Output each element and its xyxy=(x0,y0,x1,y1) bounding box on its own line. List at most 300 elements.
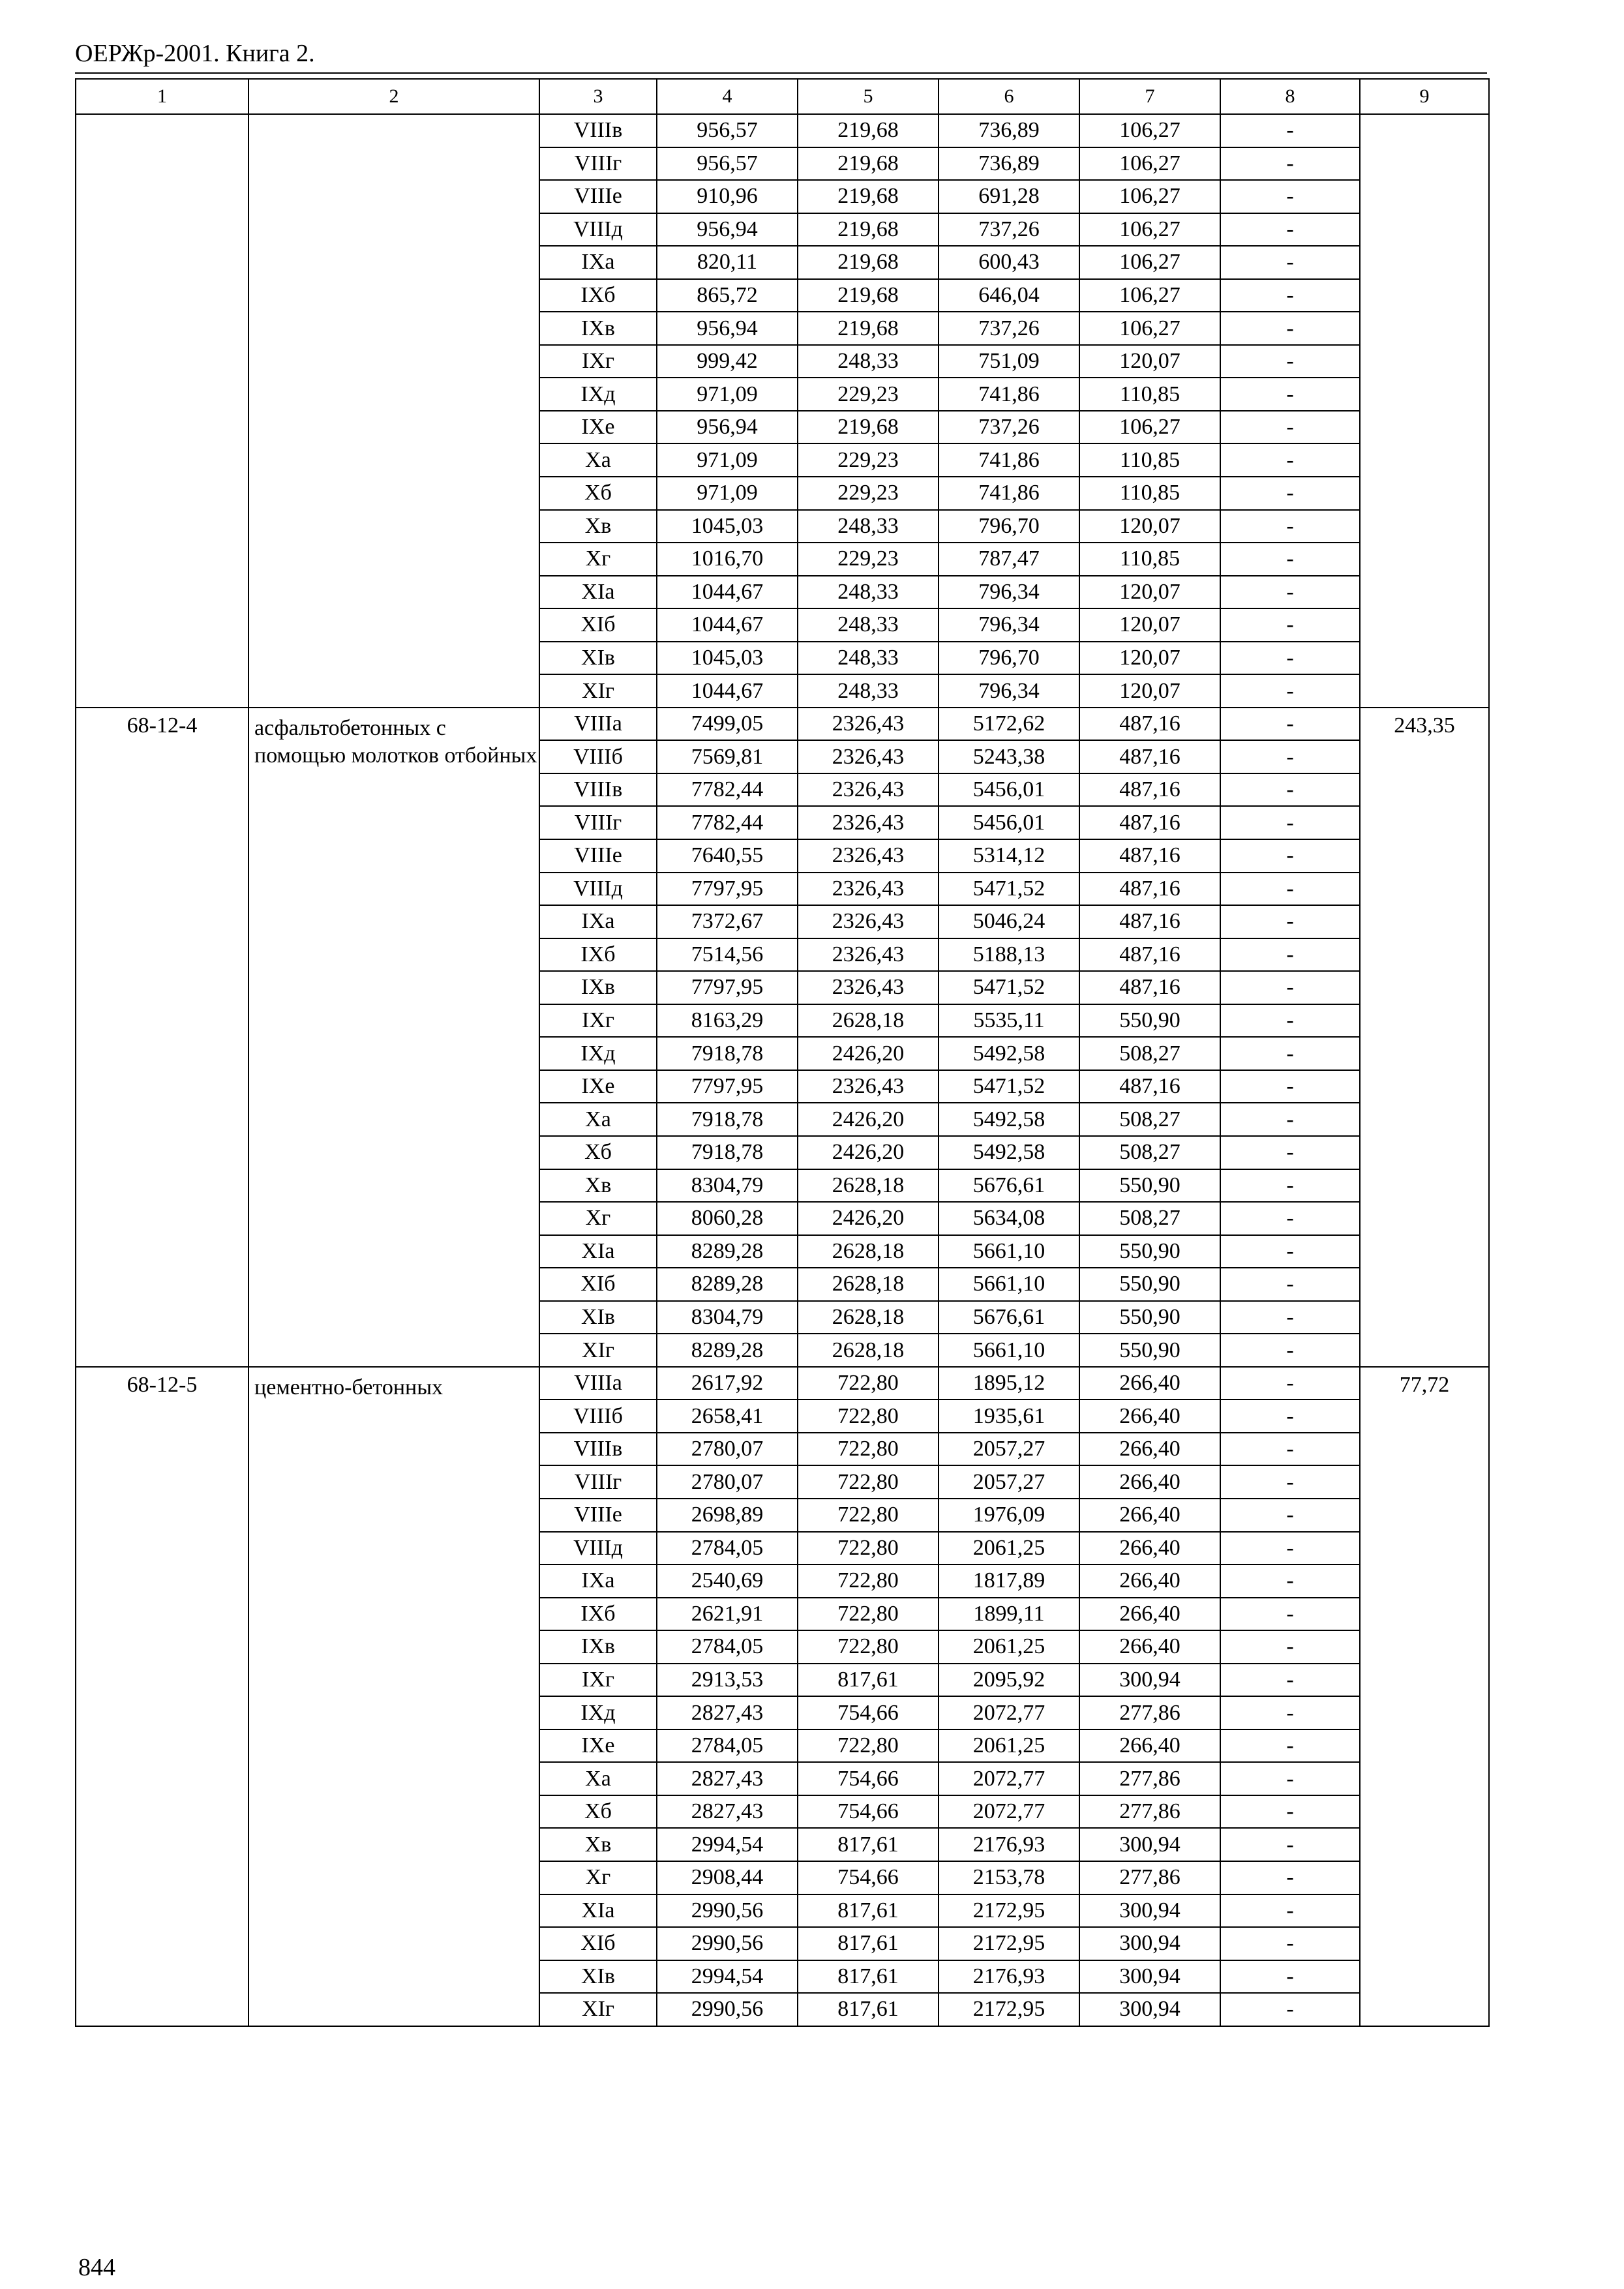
materials-cell: - xyxy=(1220,642,1360,675)
zone-cell: XIб xyxy=(539,1927,657,1960)
labor-cost-cell: 219,68 xyxy=(798,114,939,147)
column-number: 1 xyxy=(76,79,248,114)
labor-cost-cell: 2326,43 xyxy=(798,740,939,773)
machine-cost-cell: 2172,95 xyxy=(939,1894,1079,1928)
operator-wage-cell: 266,40 xyxy=(1079,1532,1220,1565)
operator-wage-cell: 550,90 xyxy=(1079,1268,1220,1301)
machine-cost-cell: 741,86 xyxy=(939,443,1079,477)
operator-wage-cell: 266,40 xyxy=(1079,1367,1220,1400)
machine-cost-cell: 5676,61 xyxy=(939,1169,1079,1203)
total-cost-cell: 1045,03 xyxy=(657,642,798,675)
labor-cost-cell: 2628,18 xyxy=(798,1268,939,1301)
operator-wage-cell: 266,40 xyxy=(1079,1465,1220,1499)
materials-cell: - xyxy=(1220,839,1360,873)
materials-cell: - xyxy=(1220,1235,1360,1268)
labor-cost-cell: 722,80 xyxy=(798,1367,939,1400)
zone-cell: XIа xyxy=(539,576,657,609)
zone-cell: IXб xyxy=(539,279,657,312)
materials-cell: - xyxy=(1220,1960,1360,1994)
labor-cost-cell: 2426,20 xyxy=(798,1037,939,1070)
labor-cost-cell: 248,33 xyxy=(798,674,939,708)
materials-cell: - xyxy=(1220,1729,1360,1763)
machine-cost-cell: 787,47 xyxy=(939,543,1079,576)
total-cost-cell: 1045,03 xyxy=(657,510,798,543)
zone-cell: VIIIв xyxy=(539,114,657,147)
labor-cost-cell: 754,66 xyxy=(798,1861,939,1894)
labor-cost-cell: 817,61 xyxy=(798,1927,939,1960)
operator-wage-cell: 120,07 xyxy=(1079,576,1220,609)
labor-cost-cell: 722,80 xyxy=(798,1630,939,1664)
zone-cell: Xб xyxy=(539,477,657,510)
zone-cell: Xв xyxy=(539,1169,657,1203)
operator-wage-cell: 110,85 xyxy=(1079,443,1220,477)
zone-cell: IXа xyxy=(539,1564,657,1598)
operator-wage-cell: 277,86 xyxy=(1079,1795,1220,1829)
labor-cost-cell: 2326,43 xyxy=(798,806,939,839)
total-cost-cell: 2658,41 xyxy=(657,1399,798,1433)
labor-cost-cell: 722,80 xyxy=(798,1465,939,1499)
labor-cost-cell: 754,66 xyxy=(798,1795,939,1829)
total-cost-cell: 2617,92 xyxy=(657,1367,798,1400)
machine-cost-cell: 2057,27 xyxy=(939,1433,1079,1466)
zone-cell: IXе xyxy=(539,1070,657,1103)
total-cost-cell: 1044,67 xyxy=(657,608,798,642)
machine-cost-cell: 736,89 xyxy=(939,114,1079,147)
zone-cell: VIIIд xyxy=(539,213,657,247)
work-name: цементно-бетонных xyxy=(248,1367,539,2026)
zone-cell: Xг xyxy=(539,1202,657,1235)
labor-cost-cell: 2426,20 xyxy=(798,1202,939,1235)
zone-cell: Xа xyxy=(539,1103,657,1136)
total-cost-cell: 971,09 xyxy=(657,443,798,477)
labor-cost-cell: 817,61 xyxy=(798,1664,939,1697)
machine-cost-cell: 5046,24 xyxy=(939,905,1079,938)
column-number: 4 xyxy=(657,79,798,114)
operator-wage-cell: 508,27 xyxy=(1079,1202,1220,1235)
operator-wage-cell: 300,94 xyxy=(1079,1894,1220,1928)
total-cost-cell: 2913,53 xyxy=(657,1664,798,1697)
total-cost-cell: 7797,95 xyxy=(657,1070,798,1103)
total-cost-cell: 7797,95 xyxy=(657,873,798,906)
materials-cell: - xyxy=(1220,147,1360,181)
labor-cost-cell: 248,33 xyxy=(798,642,939,675)
total-cost-cell: 2780,07 xyxy=(657,1465,798,1499)
operator-wage-cell: 106,27 xyxy=(1079,411,1220,444)
labor-cost-cell: 722,80 xyxy=(798,1399,939,1433)
labor-cost-cell: 2326,43 xyxy=(798,938,939,972)
column-number-row xyxy=(76,79,1489,114)
labor-cost-cell: 219,68 xyxy=(798,246,939,279)
machine-cost-cell: 5661,10 xyxy=(939,1334,1079,1367)
operator-wage-cell: 266,40 xyxy=(1079,1630,1220,1664)
zone-cell: VIIIв xyxy=(539,1433,657,1466)
operator-wage-cell: 106,27 xyxy=(1079,180,1220,213)
zone-cell: VIIIа xyxy=(539,1367,657,1400)
document-header: ОЕРЖр-2001. Книга 2. xyxy=(75,40,315,67)
materials-cell: - xyxy=(1220,608,1360,642)
materials-cell: - xyxy=(1220,1103,1360,1136)
machine-cost-cell: 2176,93 xyxy=(939,1960,1079,1994)
materials-cell: - xyxy=(1220,411,1360,444)
materials-cell: - xyxy=(1220,1564,1360,1598)
zone-cell: IXд xyxy=(539,1696,657,1729)
labor-cost-cell: 2326,43 xyxy=(798,773,939,807)
machine-cost-cell: 5492,58 xyxy=(939,1103,1079,1136)
total-cost-cell: 956,57 xyxy=(657,114,798,147)
machine-cost-cell: 5492,58 xyxy=(939,1136,1079,1169)
materials-cell: - xyxy=(1220,1037,1360,1070)
zone-cell: XIа xyxy=(539,1894,657,1928)
machine-cost-cell: 796,34 xyxy=(939,576,1079,609)
materials-cell: - xyxy=(1220,1367,1360,1400)
total-cost-cell: 956,94 xyxy=(657,411,798,444)
operator-wage-cell: 550,90 xyxy=(1079,1235,1220,1268)
machine-cost-cell: 5471,52 xyxy=(939,873,1079,906)
materials-cell: - xyxy=(1220,279,1360,312)
machine-cost-cell: 2057,27 xyxy=(939,1465,1079,1499)
labor-cost-cell: 229,23 xyxy=(798,477,939,510)
labor-cost-cell: 229,23 xyxy=(798,378,939,411)
labor-cost-cell: 2426,20 xyxy=(798,1136,939,1169)
rates-table xyxy=(75,78,1490,2027)
labor-cost-cell: 229,23 xyxy=(798,543,939,576)
total-cost-cell: 7918,78 xyxy=(657,1136,798,1169)
labor-hours-cell xyxy=(1360,114,1489,708)
labor-cost-cell: 2326,43 xyxy=(798,1070,939,1103)
materials-cell: - xyxy=(1220,773,1360,807)
materials-cell: - xyxy=(1220,114,1360,147)
materials-cell: - xyxy=(1220,345,1360,378)
total-cost-cell: 2994,54 xyxy=(657,1828,798,1861)
operator-wage-cell: 300,94 xyxy=(1079,1927,1220,1960)
materials-cell: - xyxy=(1220,1334,1360,1367)
operator-wage-cell: 106,27 xyxy=(1079,147,1220,181)
materials-cell: - xyxy=(1220,246,1360,279)
page-number: 844 xyxy=(78,2254,115,2281)
labor-cost-cell: 219,68 xyxy=(798,213,939,247)
machine-cost-cell: 2153,78 xyxy=(939,1861,1079,1894)
total-cost-cell: 7782,44 xyxy=(657,773,798,807)
machine-cost-cell: 5188,13 xyxy=(939,938,1079,972)
total-cost-cell: 8163,29 xyxy=(657,1004,798,1038)
total-cost-cell: 8289,28 xyxy=(657,1334,798,1367)
rate-code xyxy=(76,114,248,708)
materials-cell: - xyxy=(1220,938,1360,972)
operator-wage-cell: 277,86 xyxy=(1079,1861,1220,1894)
machine-cost-cell: 646,04 xyxy=(939,279,1079,312)
materials-cell: - xyxy=(1220,1993,1360,2026)
machine-cost-cell: 5661,10 xyxy=(939,1235,1079,1268)
zone-cell: IXг xyxy=(539,345,657,378)
operator-wage-cell: 106,27 xyxy=(1079,279,1220,312)
operator-wage-cell: 266,40 xyxy=(1079,1499,1220,1532)
total-cost-cell: 910,96 xyxy=(657,180,798,213)
materials-cell: - xyxy=(1220,180,1360,213)
machine-cost-cell: 737,26 xyxy=(939,411,1079,444)
operator-wage-cell: 487,16 xyxy=(1079,905,1220,938)
machine-cost-cell: 737,26 xyxy=(939,213,1079,247)
labor-cost-cell: 219,68 xyxy=(798,279,939,312)
total-cost-cell: 2621,91 xyxy=(657,1598,798,1631)
operator-wage-cell: 120,07 xyxy=(1079,345,1220,378)
materials-cell: - xyxy=(1220,1499,1360,1532)
labor-cost-cell: 248,33 xyxy=(798,345,939,378)
labor-cost-cell: 722,80 xyxy=(798,1532,939,1565)
zone-cell: Xб xyxy=(539,1136,657,1169)
materials-cell: - xyxy=(1220,806,1360,839)
labor-cost-cell: 2326,43 xyxy=(798,839,939,873)
zone-cell: IXв xyxy=(539,312,657,345)
zone-cell: VIIIе xyxy=(539,180,657,213)
operator-wage-cell: 508,27 xyxy=(1079,1037,1220,1070)
total-cost-cell: 956,57 xyxy=(657,147,798,181)
operator-wage-cell: 120,07 xyxy=(1079,510,1220,543)
machine-cost-cell: 2072,77 xyxy=(939,1795,1079,1829)
zone-cell: VIIIб xyxy=(539,740,657,773)
operator-wage-cell: 300,94 xyxy=(1079,1993,1220,2026)
total-cost-cell: 7372,67 xyxy=(657,905,798,938)
machine-cost-cell: 1976,09 xyxy=(939,1499,1079,1532)
materials-cell: - xyxy=(1220,378,1360,411)
column-number: 9 xyxy=(1360,79,1489,114)
zone-cell: VIIIг xyxy=(539,147,657,181)
total-cost-cell: 2784,05 xyxy=(657,1630,798,1664)
total-cost-cell: 2994,54 xyxy=(657,1960,798,1994)
operator-wage-cell: 487,16 xyxy=(1079,971,1220,1004)
zone-cell: IXв xyxy=(539,1630,657,1664)
total-cost-cell: 8060,28 xyxy=(657,1202,798,1235)
machine-cost-cell: 1935,61 xyxy=(939,1399,1079,1433)
operator-wage-cell: 266,40 xyxy=(1079,1399,1220,1433)
operator-wage-cell: 550,90 xyxy=(1079,1334,1220,1367)
machine-cost-cell: 5456,01 xyxy=(939,773,1079,807)
zone-cell: IXг xyxy=(539,1664,657,1697)
column-number: 7 xyxy=(1079,79,1220,114)
total-cost-cell: 7918,78 xyxy=(657,1037,798,1070)
operator-wage-cell: 300,94 xyxy=(1079,1960,1220,1994)
operator-wage-cell: 266,40 xyxy=(1079,1598,1220,1631)
materials-cell: - xyxy=(1220,971,1360,1004)
zone-cell: IXд xyxy=(539,378,657,411)
machine-cost-cell: 2095,92 xyxy=(939,1664,1079,1697)
column-number: 8 xyxy=(1220,79,1360,114)
total-cost-cell: 2908,44 xyxy=(657,1861,798,1894)
total-cost-cell: 820,11 xyxy=(657,246,798,279)
machine-cost-cell: 5471,52 xyxy=(939,1070,1079,1103)
zone-cell: XIб xyxy=(539,608,657,642)
materials-cell: - xyxy=(1220,1894,1360,1928)
rate-code: 68-12-5 xyxy=(76,1367,248,2026)
materials-cell: - xyxy=(1220,1630,1360,1664)
operator-wage-cell: 266,40 xyxy=(1079,1433,1220,1466)
machine-cost-cell: 2172,95 xyxy=(939,1927,1079,1960)
labor-cost-cell: 229,23 xyxy=(798,443,939,477)
operator-wage-cell: 106,27 xyxy=(1079,114,1220,147)
total-cost-cell: 2784,05 xyxy=(657,1532,798,1565)
operator-wage-cell: 508,27 xyxy=(1079,1103,1220,1136)
materials-cell: - xyxy=(1220,708,1360,741)
zone-cell: IXб xyxy=(539,938,657,972)
total-cost-cell: 865,72 xyxy=(657,279,798,312)
labor-cost-cell: 2628,18 xyxy=(798,1169,939,1203)
machine-cost-cell: 5661,10 xyxy=(939,1268,1079,1301)
zone-cell: XIа xyxy=(539,1235,657,1268)
table-row xyxy=(76,114,1489,147)
zone-cell: VIIIд xyxy=(539,873,657,906)
labor-cost-cell: 817,61 xyxy=(798,1828,939,1861)
labor-cost-cell: 2326,43 xyxy=(798,905,939,938)
materials-cell: - xyxy=(1220,873,1360,906)
zone-cell: VIIIа xyxy=(539,708,657,741)
machine-cost-cell: 5492,58 xyxy=(939,1037,1079,1070)
machine-cost-cell: 2061,25 xyxy=(939,1729,1079,1763)
operator-wage-cell: 266,40 xyxy=(1079,1729,1220,1763)
operator-wage-cell: 550,90 xyxy=(1079,1004,1220,1038)
materials-cell: - xyxy=(1220,576,1360,609)
total-cost-cell: 956,94 xyxy=(657,213,798,247)
machine-cost-cell: 600,43 xyxy=(939,246,1079,279)
work-name xyxy=(248,114,539,708)
operator-wage-cell: 106,27 xyxy=(1079,246,1220,279)
labor-cost-cell: 248,33 xyxy=(798,608,939,642)
machine-cost-cell: 5535,11 xyxy=(939,1004,1079,1038)
zone-cell: IXе xyxy=(539,411,657,444)
zone-cell: XIг xyxy=(539,1993,657,2026)
operator-wage-cell: 110,85 xyxy=(1079,378,1220,411)
materials-cell: - xyxy=(1220,1004,1360,1038)
machine-cost-cell: 741,86 xyxy=(939,477,1079,510)
total-cost-cell: 7569,81 xyxy=(657,740,798,773)
labor-cost-cell: 2326,43 xyxy=(798,873,939,906)
zone-cell: Xг xyxy=(539,543,657,576)
materials-cell: - xyxy=(1220,1268,1360,1301)
zone-cell: IXа xyxy=(539,905,657,938)
operator-wage-cell: 110,85 xyxy=(1079,543,1220,576)
labor-cost-cell: 248,33 xyxy=(798,576,939,609)
machine-cost-cell: 736,89 xyxy=(939,147,1079,181)
labor-cost-cell: 2628,18 xyxy=(798,1235,939,1268)
labor-cost-cell: 817,61 xyxy=(798,1894,939,1928)
total-cost-cell: 956,94 xyxy=(657,312,798,345)
labor-cost-cell: 754,66 xyxy=(798,1696,939,1729)
operator-wage-cell: 487,16 xyxy=(1079,839,1220,873)
machine-cost-cell: 5314,12 xyxy=(939,839,1079,873)
table-body xyxy=(76,79,1489,2026)
total-cost-cell: 2784,05 xyxy=(657,1729,798,1763)
zone-cell: XIв xyxy=(539,1301,657,1334)
labor-cost-cell: 817,61 xyxy=(798,1993,939,2026)
materials-cell: - xyxy=(1220,905,1360,938)
zone-cell: Xв xyxy=(539,510,657,543)
materials-cell: - xyxy=(1220,312,1360,345)
operator-wage-cell: 266,40 xyxy=(1079,1564,1220,1598)
materials-cell: - xyxy=(1220,1795,1360,1829)
labor-cost-cell: 2628,18 xyxy=(798,1301,939,1334)
machine-cost-cell: 2072,77 xyxy=(939,1762,1079,1795)
total-cost-cell: 999,42 xyxy=(657,345,798,378)
labor-hours-cell: 77,72 xyxy=(1360,1367,1489,2026)
zone-cell: XIб xyxy=(539,1268,657,1301)
zone-cell: Xа xyxy=(539,443,657,477)
zone-cell: VIIIг xyxy=(539,1465,657,1499)
materials-cell: - xyxy=(1220,1433,1360,1466)
zone-cell: IXа xyxy=(539,246,657,279)
total-cost-cell: 8304,79 xyxy=(657,1301,798,1334)
machine-cost-cell: 2172,95 xyxy=(939,1993,1079,2026)
total-cost-cell: 2540,69 xyxy=(657,1564,798,1598)
machine-cost-cell: 5471,52 xyxy=(939,971,1079,1004)
total-cost-cell: 7499,05 xyxy=(657,708,798,741)
materials-cell: - xyxy=(1220,213,1360,247)
zone-cell: IXг xyxy=(539,1004,657,1038)
operator-wage-cell: 487,16 xyxy=(1079,708,1220,741)
column-number: 5 xyxy=(798,79,939,114)
total-cost-cell: 7514,56 xyxy=(657,938,798,972)
operator-wage-cell: 487,16 xyxy=(1079,740,1220,773)
machine-cost-cell: 2176,93 xyxy=(939,1828,1079,1861)
total-cost-cell: 1044,67 xyxy=(657,576,798,609)
materials-cell: - xyxy=(1220,1070,1360,1103)
operator-wage-cell: 300,94 xyxy=(1079,1828,1220,1861)
materials-cell: - xyxy=(1220,1828,1360,1861)
machine-cost-cell: 751,09 xyxy=(939,345,1079,378)
total-cost-cell: 7640,55 xyxy=(657,839,798,873)
materials-cell: - xyxy=(1220,1927,1360,1960)
materials-cell: - xyxy=(1220,1136,1360,1169)
materials-cell: - xyxy=(1220,1861,1360,1894)
operator-wage-cell: 300,94 xyxy=(1079,1664,1220,1697)
operator-wage-cell: 110,85 xyxy=(1079,477,1220,510)
total-cost-cell: 1044,67 xyxy=(657,674,798,708)
total-cost-cell: 2698,89 xyxy=(657,1499,798,1532)
materials-cell: - xyxy=(1220,1399,1360,1433)
labor-cost-cell: 2326,43 xyxy=(798,971,939,1004)
labor-cost-cell: 2426,20 xyxy=(798,1103,939,1136)
labor-cost-cell: 219,68 xyxy=(798,147,939,181)
zone-cell: VIIIе xyxy=(539,839,657,873)
materials-cell: - xyxy=(1220,1202,1360,1235)
labor-cost-cell: 754,66 xyxy=(798,1762,939,1795)
zone-cell: VIIIд xyxy=(539,1532,657,1565)
materials-cell: - xyxy=(1220,1762,1360,1795)
column-number: 6 xyxy=(939,79,1079,114)
machine-cost-cell: 5172,62 xyxy=(939,708,1079,741)
machine-cost-cell: 2061,25 xyxy=(939,1532,1079,1565)
total-cost-cell: 2990,56 xyxy=(657,1927,798,1960)
total-cost-cell: 2827,43 xyxy=(657,1696,798,1729)
operator-wage-cell: 106,27 xyxy=(1079,213,1220,247)
materials-cell: - xyxy=(1220,443,1360,477)
labor-cost-cell: 722,80 xyxy=(798,1598,939,1631)
zone-cell: IXд xyxy=(539,1037,657,1070)
machine-cost-cell: 741,86 xyxy=(939,378,1079,411)
materials-cell: - xyxy=(1220,1301,1360,1334)
zone-cell: XIв xyxy=(539,1960,657,1994)
work-name: асфальтобетонных с помощью молотков отбойных xyxy=(248,708,539,1367)
total-cost-cell: 2827,43 xyxy=(657,1762,798,1795)
zone-cell: Xв xyxy=(539,1828,657,1861)
operator-wage-cell: 277,86 xyxy=(1079,1696,1220,1729)
operator-wage-cell: 487,16 xyxy=(1079,938,1220,972)
labor-cost-cell: 219,68 xyxy=(798,411,939,444)
operator-wage-cell: 120,07 xyxy=(1079,608,1220,642)
labor-hours-cell: 243,35 xyxy=(1360,708,1489,1367)
header-rule xyxy=(75,72,1487,74)
total-cost-cell: 7918,78 xyxy=(657,1103,798,1136)
materials-cell: - xyxy=(1220,674,1360,708)
operator-wage-cell: 550,90 xyxy=(1079,1301,1220,1334)
labor-cost-cell: 248,33 xyxy=(798,510,939,543)
